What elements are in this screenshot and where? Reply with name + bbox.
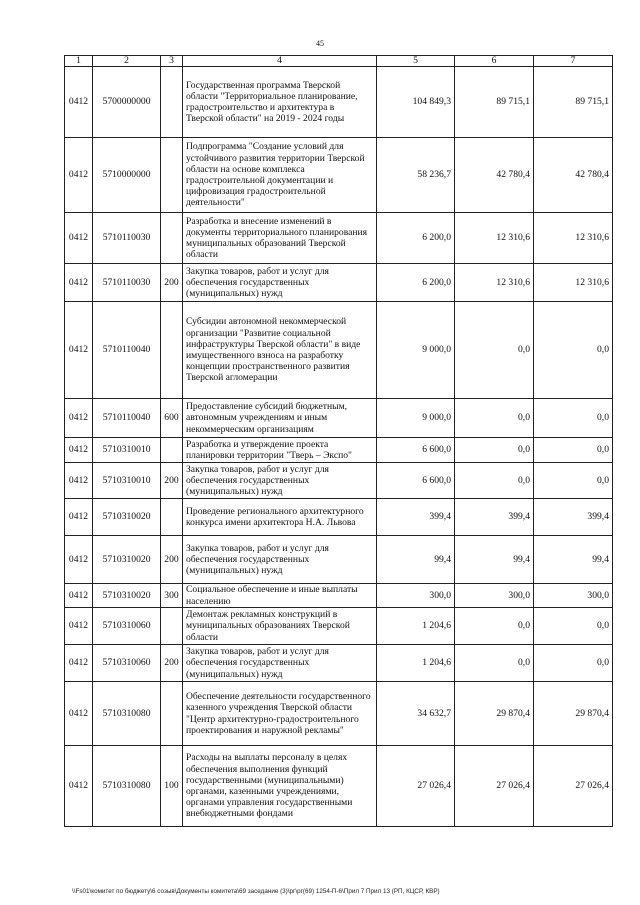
table-row (65, 463, 613, 499)
section-code-cell: 0412 (65, 213, 93, 264)
amount-col5-cell: 9 000,0 (377, 302, 455, 399)
expense-type-cell: 200 (161, 463, 183, 499)
file-path-footer: \\Fs01\комитет по бюджету\6 созыв\Документы комитета\69 заседание (3)\рг\рг(69) 1254-П-6\Прил 7 Прил 13 (РП, КЦСР, КВР) (72, 888, 440, 895)
budget-table (64, 55, 613, 827)
amount-col7-cell: 89 715,1 (534, 67, 613, 138)
table-row (65, 67, 613, 138)
section-code-cell: 0412 (65, 499, 93, 536)
table-row (65, 499, 613, 536)
amount-col7-cell: 300,0 (534, 584, 613, 608)
amount-col6-cell: 29 870,4 (455, 682, 534, 746)
item-name-cell: Закупка товаров, работ и услуг для обеспечения государственных (муниципальных) нужд (183, 536, 377, 584)
amount-col7-cell: 399,4 (534, 499, 613, 536)
expense-type-cell (161, 302, 183, 399)
amount-col6-cell: 399,4 (455, 499, 534, 536)
amount-col5-cell: 34 632,7 (377, 682, 455, 746)
amount-col7-cell: 0,0 (534, 302, 613, 399)
expense-type-cell: 200 (161, 536, 183, 584)
table-row (65, 536, 613, 584)
amount-col6-cell: 89 715,1 (455, 67, 534, 138)
expense-type-cell (161, 608, 183, 645)
amount-col6-cell: 0,0 (455, 645, 534, 682)
section-code-cell: 0412 (65, 645, 93, 682)
amount-col7-cell: 12 310,6 (534, 213, 613, 264)
amount-col7-cell: 27 026,4 (534, 746, 613, 827)
item-name-cell: Демонтаж рекламных конструкций в муниципальных образованиях Тверской области (183, 608, 377, 645)
expense-type-cell: 200 (161, 645, 183, 682)
expense-type-cell (161, 67, 183, 138)
item-name-cell: Закупка товаров, работ и услуг для обеспечения государственных (муниципальных) нужд (183, 463, 377, 499)
amount-col6-cell: 99,4 (455, 536, 534, 584)
amount-col6-cell: 12 310,6 (455, 213, 534, 264)
amount-col6-cell: 0,0 (455, 463, 534, 499)
amount-col5-cell: 9 000,0 (377, 399, 455, 438)
amount-col5-cell: 6 200,0 (377, 213, 455, 264)
target-article-cell: 5710310060 (93, 608, 161, 645)
section-code-cell: 0412 (65, 399, 93, 438)
item-name-cell: Субсидии автономной некоммерческой организации "Развитие социальной инфраструктуры Тверской области" в виде имущественного взноса на разработку концепции пространственного развития Тверской агломерации (183, 302, 377, 399)
target-article-cell: 5710310080 (93, 746, 161, 827)
target-article-cell: 5710110040 (93, 302, 161, 399)
amount-col6-cell: 0,0 (455, 302, 534, 399)
table-row (65, 399, 613, 438)
amount-col7-cell: 42 780,4 (534, 138, 613, 213)
item-name-cell: Разработка и внесение изменений в документы территориального планирования муниципальных образований Тверской области (183, 213, 377, 264)
section-code-cell: 0412 (65, 438, 93, 463)
section-code-cell: 0412 (65, 536, 93, 584)
target-article-cell: 5700000000 (93, 67, 161, 138)
expense-type-cell (161, 213, 183, 264)
section-code-cell: 0412 (65, 463, 93, 499)
item-name-cell: Обеспечение деятельности государственного казенного учреждения Тверской области "Центр архитектурно-градостроительного проектирования и наружной рекламы" (183, 682, 377, 746)
amount-col6-cell: 300,0 (455, 584, 534, 608)
item-name-cell: Подпрограмма "Создание условий для устойчивого развития территории Тверской области на основе комплекса градостроительной документации и цифровизация градостроительной деятельности" (183, 138, 377, 213)
amount-col6-cell: 0,0 (455, 399, 534, 438)
section-code-cell: 0412 (65, 608, 93, 645)
target-article-cell: 5710000000 (93, 138, 161, 213)
amount-col5-cell: 1 204,6 (377, 608, 455, 645)
target-article-cell: 5710110030 (93, 264, 161, 302)
item-name-cell: Закупка товаров, работ и услуг для обеспечения государственных (муниципальных) нужд (183, 645, 377, 682)
target-article-cell: 5710310010 (93, 438, 161, 463)
item-name-cell: Государственная программа Тверской области "Территориальное планирование, градостроительство и архитектура в Тверской области" на 2019 - 2024 годы (183, 67, 377, 138)
column-header: 4 (183, 56, 377, 67)
table-body (65, 67, 613, 827)
section-code-cell: 0412 (65, 746, 93, 827)
target-article-cell: 5710310020 (93, 499, 161, 536)
table-row (65, 746, 613, 827)
target-article-cell: 5710310060 (93, 645, 161, 682)
expense-type-cell (161, 438, 183, 463)
expense-type-cell (161, 499, 183, 536)
amount-col5-cell: 58 236,7 (377, 138, 455, 213)
amount-col5-cell: 6 600,0 (377, 438, 455, 463)
table-row (65, 645, 613, 682)
table-row (65, 608, 613, 645)
expense-type-cell: 300 (161, 584, 183, 608)
column-header: 6 (455, 56, 534, 67)
item-name-cell: Расходы на выплаты персоналу в целях обеспечения выполнения функций государственными (муниципальными) органами, казенными учреждениями, органами управления государственными внебюджетными фондами (183, 746, 377, 827)
amount-col6-cell: 42 780,4 (455, 138, 534, 213)
amount-col7-cell: 0,0 (534, 645, 613, 682)
target-article-cell: 5710310020 (93, 584, 161, 608)
expense-type-cell: 200 (161, 264, 183, 302)
column-header: 3 (161, 56, 183, 67)
amount-col5-cell: 300,0 (377, 584, 455, 608)
amount-col7-cell: 0,0 (534, 463, 613, 499)
amount-col7-cell: 0,0 (534, 608, 613, 645)
page-number: 45 (316, 39, 324, 48)
column-header: 5 (377, 56, 455, 67)
column-header: 2 (93, 56, 161, 67)
expense-type-cell: 600 (161, 399, 183, 438)
table-row (65, 302, 613, 399)
section-code-cell: 0412 (65, 682, 93, 746)
amount-col7-cell: 99,4 (534, 536, 613, 584)
item-name-cell: Разработка и утверждение проекта планировки территории "Тверь – Экспо" (183, 438, 377, 463)
table-row (65, 138, 613, 213)
table-row (65, 264, 613, 302)
amount-col5-cell: 99,4 (377, 536, 455, 584)
amount-col7-cell: 29 870,4 (534, 682, 613, 746)
amount-col5-cell: 6 200,0 (377, 264, 455, 302)
amount-col6-cell: 12 310,6 (455, 264, 534, 302)
table-row (65, 682, 613, 746)
section-code-cell: 0412 (65, 264, 93, 302)
amount-col5-cell: 27 026,4 (377, 746, 455, 827)
item-name-cell: Социальное обеспечение и иные выплаты населению (183, 584, 377, 608)
section-code-cell: 0412 (65, 138, 93, 213)
table-row (65, 438, 613, 463)
item-name-cell: Проведение регионального архитектурного конкурса имени архитектора Н.А. Львова (183, 499, 377, 536)
table-row (65, 584, 613, 608)
column-number-row (65, 56, 613, 67)
amount-col5-cell: 399,4 (377, 499, 455, 536)
amount-col5-cell: 6 600,0 (377, 463, 455, 499)
section-code-cell: 0412 (65, 302, 93, 399)
column-header: 7 (534, 56, 613, 67)
target-article-cell: 5710310080 (93, 682, 161, 746)
expense-type-cell: 100 (161, 746, 183, 827)
amount-col6-cell: 0,0 (455, 608, 534, 645)
section-code-cell: 0412 (65, 584, 93, 608)
expense-type-cell (161, 138, 183, 213)
table-row (65, 213, 613, 264)
amount-col6-cell: 0,0 (455, 438, 534, 463)
amount-col7-cell: 12 310,6 (534, 264, 613, 302)
column-header: 1 (65, 56, 93, 67)
amount-col7-cell: 0,0 (534, 399, 613, 438)
expense-type-cell (161, 682, 183, 746)
item-name-cell: Предоставление субсидий бюджетным, автономным учреждениям и иным некоммерческим организациям (183, 399, 377, 438)
item-name-cell: Закупка товаров, работ и услуг для обеспечения государственных (муниципальных) нужд (183, 264, 377, 302)
target-article-cell: 5710110040 (93, 399, 161, 438)
amount-col5-cell: 1 204,6 (377, 645, 455, 682)
target-article-cell: 5710310020 (93, 536, 161, 584)
target-article-cell: 5710110030 (93, 213, 161, 264)
section-code-cell: 0412 (65, 67, 93, 138)
amount-col7-cell: 0,0 (534, 438, 613, 463)
target-article-cell: 5710310010 (93, 463, 161, 499)
amount-col6-cell: 27 026,4 (455, 746, 534, 827)
amount-col5-cell: 104 849,3 (377, 67, 455, 138)
